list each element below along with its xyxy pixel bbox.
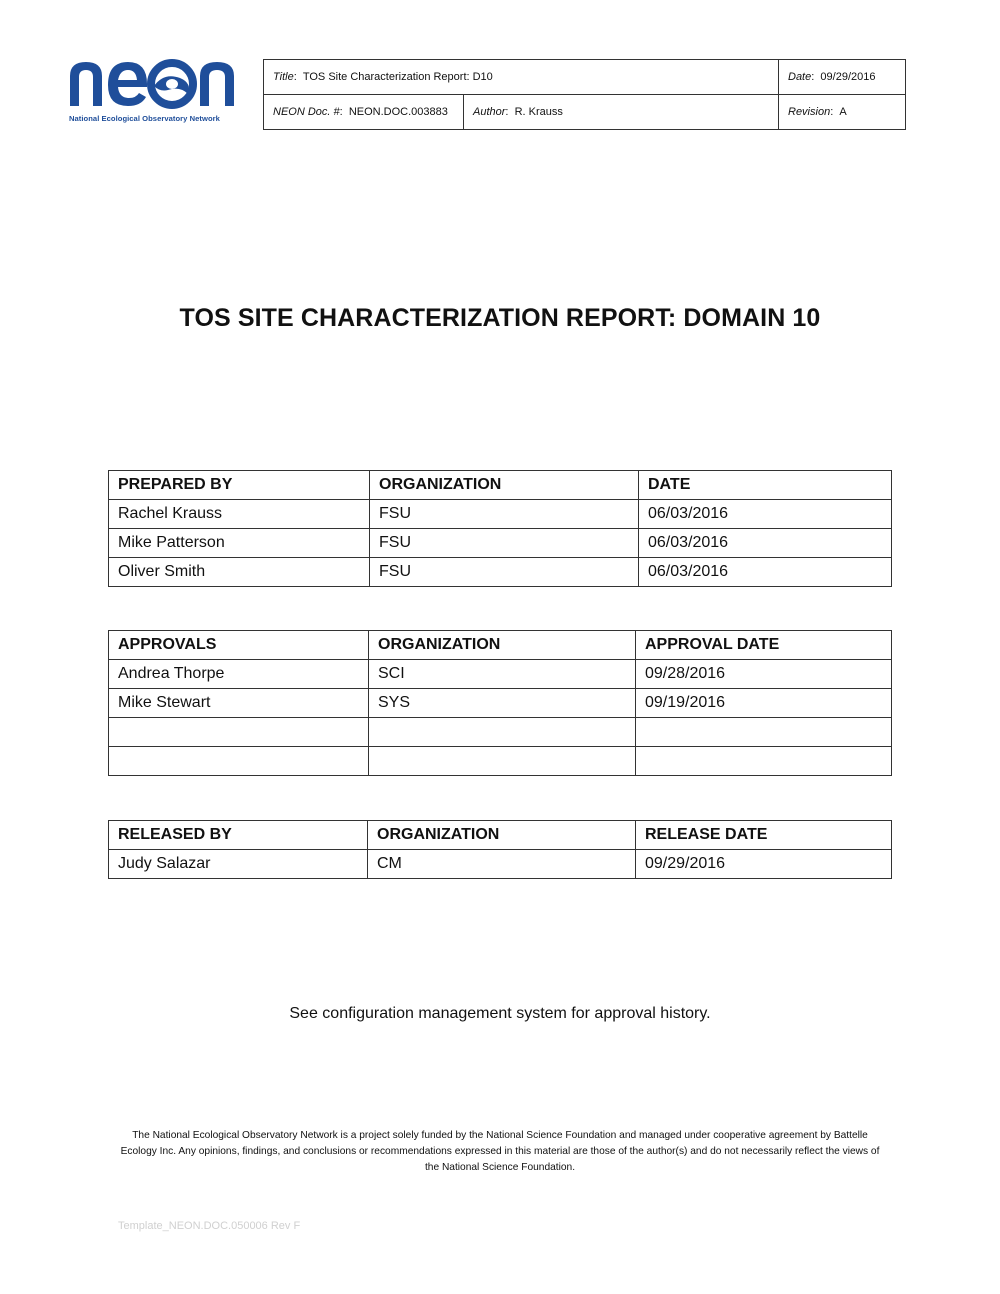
- table-cell-organization: SCI: [369, 660, 636, 689]
- approval-history-note: See configuration management system for approval history.: [289, 1005, 711, 1022]
- table-header-row: [109, 631, 892, 660]
- table-header-row: [109, 471, 892, 500]
- table-cell-date: 06/03/2016: [639, 529, 892, 558]
- header-date-value: 09/29/2016: [820, 71, 876, 83]
- column-header: APPROVALS: [109, 631, 369, 660]
- document-title: TOS SITE CHARACTERIZATION REPORT: DOMAIN 10: [179, 304, 821, 332]
- header-author-key: Author: [473, 106, 506, 118]
- table-cell-date: 09/28/2016: [636, 660, 892, 689]
- logo-tagline: National Ecological Observatory Network: [69, 114, 220, 123]
- header-revision-value: A: [839, 106, 847, 118]
- table-row-empty: [109, 718, 892, 747]
- column-header: ORGANIZATION: [370, 471, 639, 500]
- header-doc-cell: NEON Doc. #: NEON.DOC.003883: [264, 95, 464, 130]
- table-cell-organization: [369, 747, 636, 776]
- table-cell-name: Mike Patterson: [109, 529, 370, 558]
- table-row: [109, 660, 892, 689]
- header-title-cell: Title: TOS Site Characterization Report: D10: [264, 60, 779, 95]
- table-row: [109, 500, 892, 529]
- table-cell-name: Andrea Thorpe: [109, 660, 369, 689]
- column-header: ORGANIZATION: [369, 631, 636, 660]
- table-cell-organization: FSU: [370, 529, 639, 558]
- table-header-row: [109, 821, 892, 850]
- table-row: [109, 850, 892, 879]
- funding-disclaimer: The National Ecological Observatory Network is a project solely funded by the National Science Foundation and managed under cooperative agreement by Battelle Ecology Inc. Any opinions, findings, and conclusions or recommendations expressed in this material are those of the author(s) and do not necessarily reflect the views of the National Science Foundation.: [120, 1130, 880, 1173]
- table-row: [109, 558, 892, 587]
- table-cell-name: Oliver Smith: [109, 558, 370, 587]
- header-doc-key: NEON Doc. #: [273, 106, 340, 118]
- table-cell-organization: SYS: [369, 689, 636, 718]
- table-cell-name: Mike Stewart: [109, 689, 369, 718]
- table-row: [109, 529, 892, 558]
- header-revision-cell: Revision: A: [779, 95, 906, 130]
- neon-logo: [68, 56, 240, 126]
- table-cell-organization: FSU: [370, 500, 639, 529]
- column-header: DATE: [639, 471, 892, 500]
- header-title-value: TOS Site Characterization Report: D10: [302, 71, 493, 83]
- table-cell-name: [109, 747, 369, 776]
- template-id: Template_NEON.DOC.050006 Rev F: [118, 1220, 301, 1232]
- table-cell-date: 09/19/2016: [636, 689, 892, 718]
- column-header: PREPARED BY: [109, 471, 370, 500]
- neon-logo-icon: [68, 56, 240, 112]
- header-revision-key: Revision: [788, 106, 831, 118]
- table-cell-name: Judy Salazar: [109, 850, 368, 879]
- header-row-title: [264, 60, 906, 95]
- header-date-key: Date: [788, 71, 812, 83]
- table-cell-date: 09/29/2016: [636, 850, 892, 879]
- header-author-value: R. Krauss: [514, 106, 563, 118]
- table-row-empty: [109, 747, 892, 776]
- header-doc-value: NEON.DOC.003883: [348, 106, 448, 118]
- document-header-table: [263, 59, 906, 130]
- column-header: RELEASED BY: [109, 821, 368, 850]
- table-cell-date: 06/03/2016: [639, 500, 892, 529]
- table-cell-date: [636, 747, 892, 776]
- prepared-by-table: [108, 470, 892, 587]
- table-cell-name: Rachel Krauss: [109, 500, 370, 529]
- column-header: ORGANIZATION: [368, 821, 636, 850]
- header-title-key: Title: [273, 71, 294, 83]
- released-by-table: [108, 820, 892, 879]
- header-author-cell: Author: R. Krauss: [464, 95, 779, 130]
- header-row-meta: [264, 95, 906, 130]
- table-row: [109, 689, 892, 718]
- column-header: APPROVAL DATE: [636, 631, 892, 660]
- approvals-table: [108, 630, 892, 776]
- table-cell-date: 06/03/2016: [639, 558, 892, 587]
- column-header: RELEASE DATE: [636, 821, 892, 850]
- table-cell-organization: [369, 718, 636, 747]
- table-cell-organization: FSU: [370, 558, 639, 587]
- table-cell-name: [109, 718, 369, 747]
- table-cell-date: [636, 718, 892, 747]
- header-date-cell: Date: 09/29/2016: [779, 60, 906, 95]
- table-cell-organization: CM: [368, 850, 636, 879]
